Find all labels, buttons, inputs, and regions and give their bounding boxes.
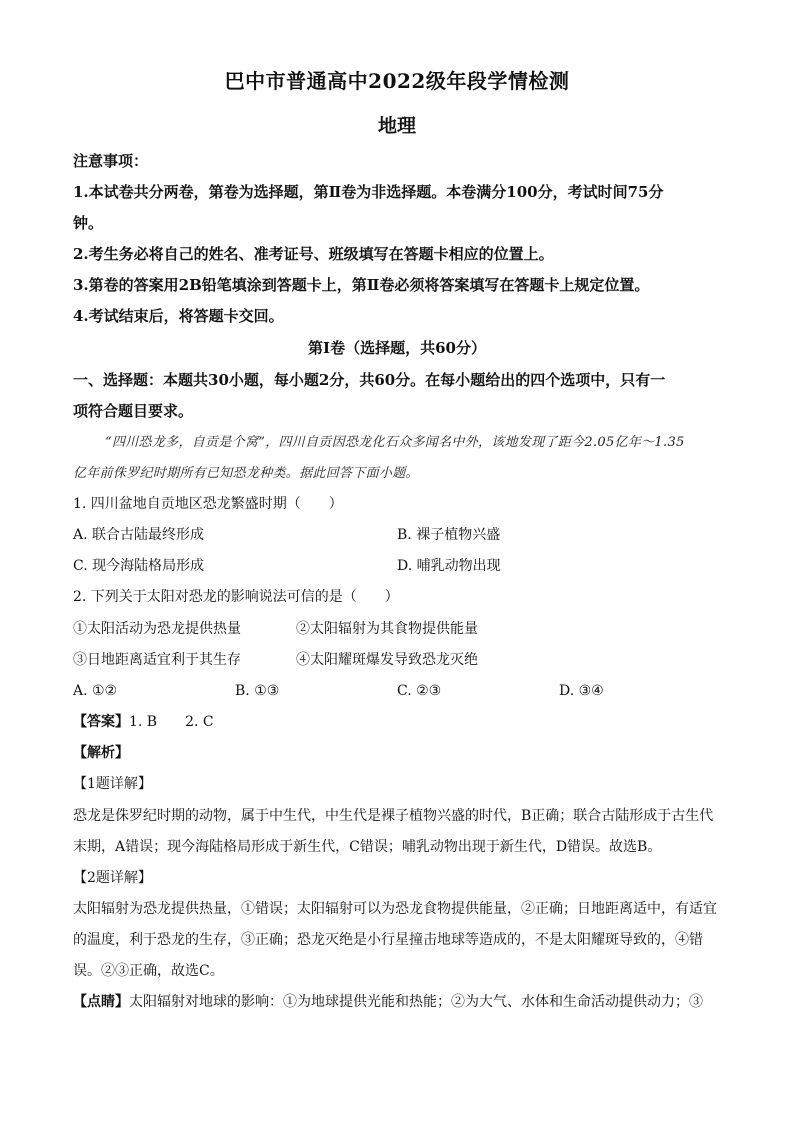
notice-heading: 注意事项： — [73, 152, 149, 170]
analysis-tag: 【解析】 — [73, 745, 129, 761]
notice-item-4: 4.考试结束后，将答题卡交回。 — [73, 307, 284, 325]
answer-tag: 【答案】 — [73, 714, 129, 730]
question-2-statement-1: ①太阳活动为恐龙提供热量 — [73, 621, 241, 637]
notice-item-1: 1.本试卷共分两卷，第卷为选择题，第Ⅱ卷为非选择题。本卷满分100分，考试时间75分 — [73, 183, 664, 201]
question-1-option-a: A. 联合古陆最终形成 — [73, 527, 205, 543]
detail-2-line-3: 误。②③正确，故选C。 — [73, 963, 224, 979]
part-one-instruction: 一、选择题：本题共30小题，每小题2分，共60分。在每小题给出的四个选项中，只有一 — [73, 371, 666, 389]
detail-1-line-2: 末期，A错误；现今海陆格局形成于新生代，C错误；哺乳动物出现于新生代，D错误。故选B。 — [73, 839, 662, 855]
question-1-stem: 1. 四川盆地自贡地区恐龙繁盛时期（ ） — [73, 496, 343, 512]
question-1-option-c: C. 现今海陆格局形成 — [73, 558, 205, 574]
question-2-statement-2: ②太阳辐射为其食物提供能量 — [296, 621, 478, 637]
answer-text: 1. B 2. C — [129, 714, 214, 730]
tip-tag: 【点睛】 — [73, 994, 129, 1010]
question-2-statement-3: ③日地距离适宜利于其生存 — [73, 652, 241, 668]
question-1-option-b: B. 裸子植物兴盛 — [397, 527, 501, 543]
notice-item-1-cont: 钟。 — [73, 214, 104, 232]
analysis-line — [73, 743, 724, 763]
question-2-statement-4: ④太阳耀斑爆发导致恐龙灭绝 — [296, 652, 478, 668]
notice-item-3: 3.第卷的答案用2B铅笔填涂到答题卡上，第Ⅱ卷必须将答案填写在答题卡上规定位置。 — [73, 276, 650, 294]
detail-2-tag: 【2题详解】 — [73, 870, 152, 886]
question-2-option-b: B. ①③ — [235, 683, 280, 699]
notice-item-2: 2.考生务必将自己的姓名、准考证号、班级填写在答题卡相应的位置上。 — [73, 245, 554, 263]
part-one-instruction-cont: 项符合题目要求。 — [73, 402, 194, 420]
passage-line-1: “四川恐龙多，自贡是个窝”，四川自贡因恐龙化石众多闻名中外，该地发现了距今2.05亿年～1.35 — [105, 435, 685, 450]
page-title: 巴中市普通高中2022级年段学情检测 — [224, 69, 570, 93]
tip-line — [73, 992, 724, 1012]
question-2-option-d: D. ③④ — [559, 683, 604, 699]
detail-1-tag: 【1题详解】 — [73, 776, 152, 792]
detail-1-line-1: 恐龙是侏罗纪时期的动物，属于中生代，中生代是裸子植物兴盛的时代，B正确；联合古陆形成于古生代 — [73, 808, 714, 824]
question-2-stem: 2. 下列关于太阳对恐龙的影响说法可信的是（ ） — [73, 589, 399, 605]
answer-line — [73, 712, 724, 732]
question-2-option-a: A. ①② — [73, 683, 118, 699]
passage-line-2: 亿年前侏罗纪时期所有已知恐龙种类。据此回答下面小题。 — [73, 466, 419, 481]
section-title: 第Ⅰ卷（选择题，共60分） — [308, 339, 486, 357]
question-1-option-d: D. 哺乳动物出现 — [397, 558, 501, 574]
question-2-option-c: C. ②③ — [397, 683, 442, 699]
detail-2-line-1: 太阳辐射为恐龙提供热量，①错误；太阳辐射可以为恐龙食物提供能量，②正确；日地距离适中，有适宜 — [73, 901, 717, 917]
tip-text: 太阳辐射对地球的影响：①为地球提供光能和热能；②为大气、水体和生命活动提供动力；③ — [129, 994, 703, 1010]
detail-2-line-2: 的温度，利于恐龙的生存，③正确；恐龙灭绝是小行星撞击地球等造成的，不是太阳耀斑导致的，④错 — [73, 932, 703, 948]
subject-title: 地理 — [377, 115, 416, 137]
